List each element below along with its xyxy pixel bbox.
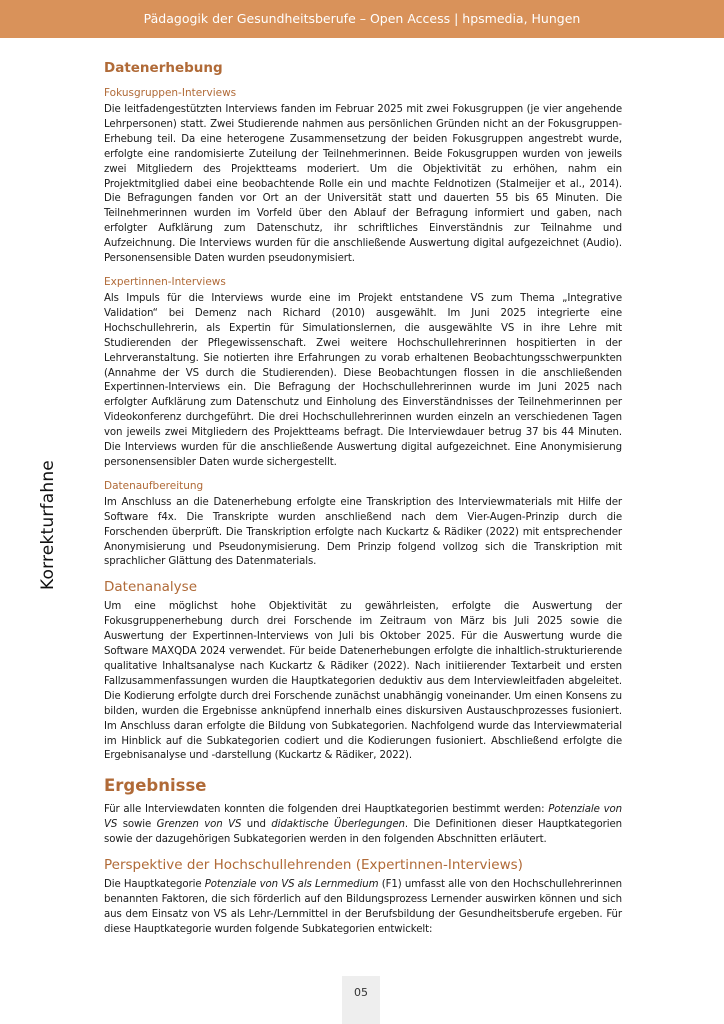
- text-fragment: sowie: [117, 819, 157, 831]
- emphasis-potenziale: Potenziale von VS: [104, 804, 623, 831]
- main-content: [104, 58, 622, 938]
- paragraph-perspektive: [104, 878, 622, 938]
- page-number: 05: [342, 976, 380, 1024]
- paragraph-datenanalyse: Um eine möglichst hohe Objektivität zu gewährleisten, erfolgte die Auswertung der Fokusgruppenerhebung durch drei Forschende im Zeitraum von März bis Juli 2025 sowie die Auswertung der Expertinnen-Interviews von Juli bis Oktober 2025. Für die Auswertung wurde die Software MAXQDA 2024 verwendet. Für beide Datenerhebungen erfolgte die inhaltlich-strukturierende qualitative Inhaltsanalyse nach Kuckartz & Rädiker (2022). Nach initiierender Textarbeit und ersten Fallzusammenfassungen wurden die Hauptkategorien deduktiv aus dem Interviewleitfaden abgeleitet. Die Kodierung erfolgte durch drei Forschende zunächst unabhängig voneinander. Um einen Konsens zu bilden, wurden die Ergebnisse anknüpfend innerhalb eines diskursiven Austauschprozesses fusioniert. Im Anschluss daran erfolgte die Bildung von Subkategorien. Nachfolgend wurde das Interviewmaterial im Hinblick auf die Subkategorien codiert und die Kodierungen fusioniert. Abschließend erfolgte die Ergebnisanalyse und -darstellung (Kuckartz & Rädiker, 2022).: [104, 601, 622, 762]
- heading-ergebnisse: Ergebnisse: [104, 776, 207, 796]
- subheading-expertinnen: Expertinnen-Interviews: [104, 275, 226, 288]
- emphasis-didaktik: didaktische Überlegungen: [271, 819, 405, 831]
- text-fragment: und: [241, 819, 272, 831]
- paragraph-expertinnen: Als Impuls für die Interviews wurde eine im Projekt entstandene VS zum Thema „Integrative Validation“ bei Demenz nach Richard (2010) ausgewählt. Im Juni 2025 integrierte eine Hochschullehrerin, als Expertin für Simulationslernen, die ausgewählte VS in ihre Lehre mit Studierenden der Pflegewissenschaft. Zwei weitere Hochschullehrerinnen hospitierten in der Lehrveranstaltung. Sie notierten ihre Erfahrungen zu vorab erhaltenen Beobachtungsschwerpunkten (Annahme der VS durch die Studierenden). Diese Beobachtungen flossen in die anschließenden Expertinnen-Interviews ein. Die Befragung der Hochschullehrerinnen wurde im Juni 2025 nach erfolgter Aufklärung zum Datenschutz und Einholung des Einverständnisses der Teilnehmerinnen per Videokonferenz durchgeführt. Die drei Hochschullehrerinnen wurden einzeln an verschiedenen Tagen von jeweils zwei Mitgliedern des Projektteams befragt. Die Interviewdauer betrug 37 bis 44 Minuten. Die Interviews wurden für die anschließende Auswertung digital aufgezeichnet. Eine Anonymisierung personensensibler Daten wurde sichergestellt.: [104, 292, 622, 468]
- paragraph-fokusgruppen: Die leitfadengestützten Interviews fanden im Februar 2025 mit zwei Fokusgruppen (je vier angehende Lehrpersonen) statt. Zwei Studierende nahmen aus persönlichen Gründen nicht an der Fokusgruppen-Erhebung teil. Da eine heterogene Zusammensetzung der beiden Fokusgruppen angestrebt wurde, erfolgte eine randomisierte Zuteilung der Teilnehmerinnen. Beide Fokusgruppen wurden von jeweils zwei Mitgliedern des Projektteams moderiert. Um die Objektivität zu erhöhen, nahm ein Projektmitglied dabei eine beobachtende Rolle ein und machte Feldnotizen (Stalmeijer et al., 2014). Die Befragungen fanden vor Ort an der Universität statt und dauerten 55 bis 65 Minuten. Die Teilnehmerinnen wurden im Vorfeld über den Ablauf der Befragung informiert und gaben, nach erfolgter Aufklärung zum Datenschutz, ihr schriftliches Einverständnis zur Teilnahme und Aufzeichnung. Die Interviews wurden für die anschließende Auswertung digital aufgezeichnet (Audio). Personensensible Daten wurden pseudonymisiert.: [104, 104, 622, 265]
- subheading-datenaufbereitung: Datenaufbereitung: [104, 479, 204, 492]
- heading-datenerhebung: Datenerhebung: [104, 60, 223, 76]
- heading-perspektive: Perspektive der Hochschullehrenden (Expertinnen-Interviews): [104, 857, 523, 874]
- subheading-fokusgruppen: Fokusgruppen-Interviews: [104, 87, 237, 99]
- text-fragment: . Die Definitionen dieser Hauptkategorien sowie der dazugehörigen Subkategorien werden in den folgenden Abschnitten erläutert.: [104, 819, 622, 846]
- page-header: Pädagogik der Gesundheitsberufe – Open Access | hpsmedia, Hungen: [0, 0, 724, 38]
- text-fragment: Für alle Interviewdaten konnten die folgenden drei Hauptkategorien bestimmt werden:: [104, 804, 549, 816]
- paragraph-datenaufbereitung: Im Anschluss an die Datenerhebung erfolgte eine Transkription des Interviewmaterials mit Hilfe der Software f4x. Die Transkripte wurden anschließend nach dem Vier-Augen-Prinzip durch die Forschenden überprüft. Die Transkription erfolgte nach Kuckartz & Rädiker (2022) mit entsprechender Anonymisierung und Pseudonymisierung. Dem Prinzip folgend vollzog sich die Transkription mit sprachlicher Glättung des Datenmaterials.: [104, 496, 622, 568]
- text-fragment: (F1) umfasst alle von den Hochschullehrerinnen benannten Faktoren, die sich förderlich auf den Bildungsprozess Lernender auswirken können und sich aus dem Einsatz von VS als Lehr-/Lernmittel in der Berufsbildung der Gesundheitsberufe ergeben. Für diese Hauptkategorie wurden folgende Subkategorien entwickelt:: [104, 879, 622, 935]
- side-label: Korrekturfahne: [38, 460, 58, 590]
- emphasis-grenzen: Grenzen von VS: [156, 819, 242, 831]
- text-fragment: Die Hauptkategorie: [104, 879, 205, 891]
- paragraph-ergebnisse: [104, 803, 622, 848]
- heading-datenanalyse: Datenanalyse: [104, 579, 198, 596]
- emphasis-lernmedium: Potenziale von VS als Lernmedium: [204, 879, 379, 891]
